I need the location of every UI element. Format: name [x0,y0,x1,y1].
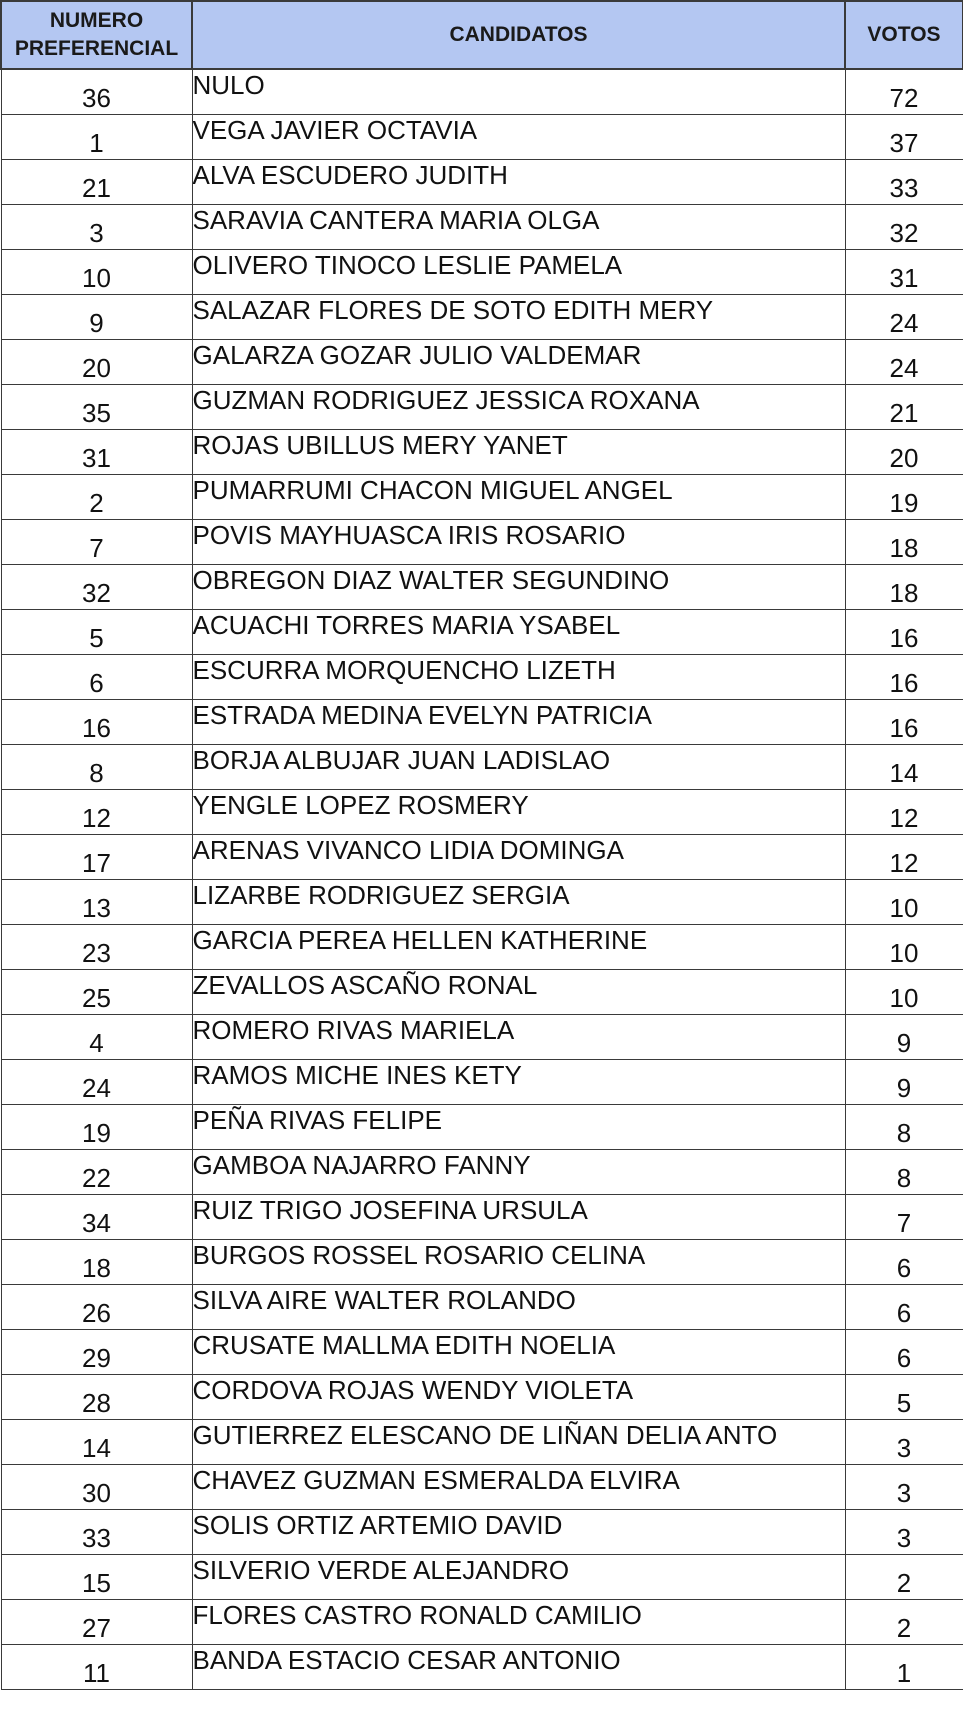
cell-votos: 31 [845,250,963,295]
cell-numero-preferencial: 23 [1,925,192,970]
table-header [1,1,963,69]
cell-candidato: ESTRADA MEDINA EVELYN PATRICIA [192,700,845,745]
cell-votos: 5 [845,1375,963,1420]
table-row [1,430,963,475]
cell-votos: 21 [845,385,963,430]
cell-votos: 16 [845,700,963,745]
table-row [1,1105,963,1150]
table-row [1,655,963,700]
table-row [1,1420,963,1465]
cell-candidato: GARCIA PEREA HELLEN KATHERINE [192,925,845,970]
cell-candidato: ARENAS VIVANCO LIDIA DOMINGA [192,835,845,880]
cell-numero-preferencial: 31 [1,430,192,475]
cell-votos: 72 [845,69,963,115]
table-row [1,1195,963,1240]
cell-votos: 9 [845,1015,963,1060]
header-votos: VOTOS [845,1,963,69]
cell-candidato: CRUSATE MALLMA EDITH NOELIA [192,1330,845,1375]
cell-candidato: CORDOVA ROJAS WENDY VIOLETA [192,1375,845,1420]
table-row [1,475,963,520]
cell-votos: 12 [845,790,963,835]
table-row [1,1015,963,1060]
cell-candidato: NULO [192,69,845,115]
cell-candidato: SILVERIO VERDE ALEJANDRO [192,1555,845,1600]
table-row [1,970,963,1015]
cell-votos: 2 [845,1555,963,1600]
cell-numero-preferencial: 12 [1,790,192,835]
cell-numero-preferencial: 2 [1,475,192,520]
cell-candidato: PEÑA RIVAS FELIPE [192,1105,845,1150]
cell-votos: 9 [845,1060,963,1105]
table-row [1,340,963,385]
cell-numero-preferencial: 26 [1,1285,192,1330]
cell-votos: 20 [845,430,963,475]
cell-votos: 33 [845,160,963,205]
table-row [1,1285,963,1330]
cell-numero-preferencial: 29 [1,1330,192,1375]
cell-candidato: SOLIS ORTIZ ARTEMIO DAVID [192,1510,845,1555]
cell-candidato: ALVA ESCUDERO JUDITH [192,160,845,205]
cell-votos: 32 [845,205,963,250]
table-row [1,1645,963,1690]
cell-candidato: ESCURRA MORQUENCHO LIZETH [192,655,845,700]
cell-votos: 10 [845,880,963,925]
cell-votos: 14 [845,745,963,790]
cell-numero-preferencial: 1 [1,115,192,160]
table-row [1,1375,963,1420]
table-row [1,385,963,430]
cell-numero-preferencial: 21 [1,160,192,205]
cell-candidato: ROMERO RIVAS MARIELA [192,1015,845,1060]
cell-candidato: SARAVIA CANTERA MARIA OLGA [192,205,845,250]
cell-candidato: ROJAS UBILLUS MERY YANET [192,430,845,475]
table-body [1,69,963,1690]
cell-candidato: VEGA JAVIER OCTAVIA [192,115,845,160]
cell-numero-preferencial: 16 [1,700,192,745]
cell-numero-preferencial: 27 [1,1600,192,1645]
cell-candidato: BANDA ESTACIO CESAR ANTONIO [192,1645,845,1690]
cell-candidato: GUTIERREZ ELESCANO DE LIÑAN DELIA ANTO [192,1420,845,1465]
cell-votos: 10 [845,925,963,970]
cell-candidato: CHAVEZ GUZMAN ESMERALDA ELVIRA [192,1465,845,1510]
cell-numero-preferencial: 4 [1,1015,192,1060]
cell-numero-preferencial: 36 [1,69,192,115]
cell-numero-preferencial: 10 [1,250,192,295]
cell-numero-preferencial: 8 [1,745,192,790]
table-row [1,1600,963,1645]
cell-candidato: BORJA ALBUJAR JUAN LADISLAO [192,745,845,790]
table-row [1,1060,963,1105]
cell-numero-preferencial: 6 [1,655,192,700]
cell-votos: 16 [845,610,963,655]
cell-numero-preferencial: 35 [1,385,192,430]
cell-votos: 3 [845,1465,963,1510]
cell-votos: 6 [845,1330,963,1375]
cell-numero-preferencial: 20 [1,340,192,385]
cell-candidato: RAMOS MICHE INES KETY [192,1060,845,1105]
cell-candidato: BURGOS ROSSEL ROSARIO CELINA [192,1240,845,1285]
cell-votos: 18 [845,565,963,610]
cell-numero-preferencial: 28 [1,1375,192,1420]
cell-numero-preferencial: 33 [1,1510,192,1555]
table-row [1,1510,963,1555]
cell-numero-preferencial: 9 [1,295,192,340]
cell-candidato: RUIZ TRIGO JOSEFINA URSULA [192,1195,845,1240]
table-row [1,1240,963,1285]
cell-votos: 1 [845,1645,963,1690]
cell-numero-preferencial: 5 [1,610,192,655]
cell-candidato: YENGLE LOPEZ ROSMERY [192,790,845,835]
cell-votos: 8 [845,1150,963,1195]
cell-candidato: ZEVALLOS ASCAÑO RONAL [192,970,845,1015]
cell-numero-preferencial: 17 [1,835,192,880]
table-row [1,745,963,790]
cell-numero-preferencial: 30 [1,1465,192,1510]
cell-candidato: ACUACHI TORRES MARIA YSABEL [192,610,845,655]
table-row [1,69,963,115]
table-row [1,160,963,205]
cell-votos: 24 [845,340,963,385]
cell-numero-preferencial: 14 [1,1420,192,1465]
cell-votos: 6 [845,1240,963,1285]
table-row [1,610,963,655]
cell-votos: 16 [845,655,963,700]
table-row [1,880,963,925]
cell-candidato: POVIS MAYHUASCA IRIS ROSARIO [192,520,845,565]
cell-numero-preferencial: 25 [1,970,192,1015]
cell-numero-preferencial: 15 [1,1555,192,1600]
table-row [1,250,963,295]
table-row [1,1555,963,1600]
cell-candidato: SALAZAR FLORES DE SOTO EDITH MERY [192,295,845,340]
table-row [1,520,963,565]
cell-votos: 3 [845,1510,963,1555]
cell-candidato: GUZMAN RODRIGUEZ JESSICA ROXANA [192,385,845,430]
table-row [1,1150,963,1195]
table-row [1,790,963,835]
cell-candidato: LIZARBE RODRIGUEZ SERGIA [192,880,845,925]
cell-numero-preferencial: 18 [1,1240,192,1285]
cell-numero-preferencial: 34 [1,1195,192,1240]
cell-numero-preferencial: 3 [1,205,192,250]
cell-numero-preferencial: 11 [1,1645,192,1690]
table-row [1,115,963,160]
cell-candidato: GAMBOA NAJARRO FANNY [192,1150,845,1195]
cell-numero-preferencial: 19 [1,1105,192,1150]
cell-votos: 18 [845,520,963,565]
cell-candidato: OBREGON DIAZ WALTER SEGUNDINO [192,565,845,610]
table-row [1,205,963,250]
cell-votos: 6 [845,1285,963,1330]
cell-votos: 8 [845,1105,963,1150]
table-row [1,565,963,610]
table-row [1,700,963,745]
cell-votos: 2 [845,1600,963,1645]
cell-votos: 37 [845,115,963,160]
cell-numero-preferencial: 24 [1,1060,192,1105]
cell-candidato: FLORES CASTRO RONALD CAMILIO [192,1600,845,1645]
table-row [1,1465,963,1510]
cell-votos: 24 [845,295,963,340]
cell-numero-preferencial: 32 [1,565,192,610]
header-row [1,1,963,69]
table-row [1,1330,963,1375]
cell-votos: 7 [845,1195,963,1240]
header-candidatos: CANDIDATOS [192,1,845,69]
cell-votos: 19 [845,475,963,520]
cell-candidato: PUMARRUMI CHACON MIGUEL ANGEL [192,475,845,520]
cell-votos: 12 [845,835,963,880]
header-numero-preferencial: NUMERO PREFERENCIAL [1,1,192,69]
cell-candidato: SILVA AIRE WALTER ROLANDO [192,1285,845,1330]
cell-votos: 3 [845,1420,963,1465]
cell-votos: 10 [845,970,963,1015]
cell-numero-preferencial: 7 [1,520,192,565]
table-row [1,925,963,970]
cell-numero-preferencial: 13 [1,880,192,925]
cell-numero-preferencial: 22 [1,1150,192,1195]
table-row [1,295,963,340]
cell-candidato: GALARZA GOZAR JULIO VALDEMAR [192,340,845,385]
cell-candidato: OLIVERO TINOCO LESLIE PAMELA [192,250,845,295]
table-row [1,835,963,880]
